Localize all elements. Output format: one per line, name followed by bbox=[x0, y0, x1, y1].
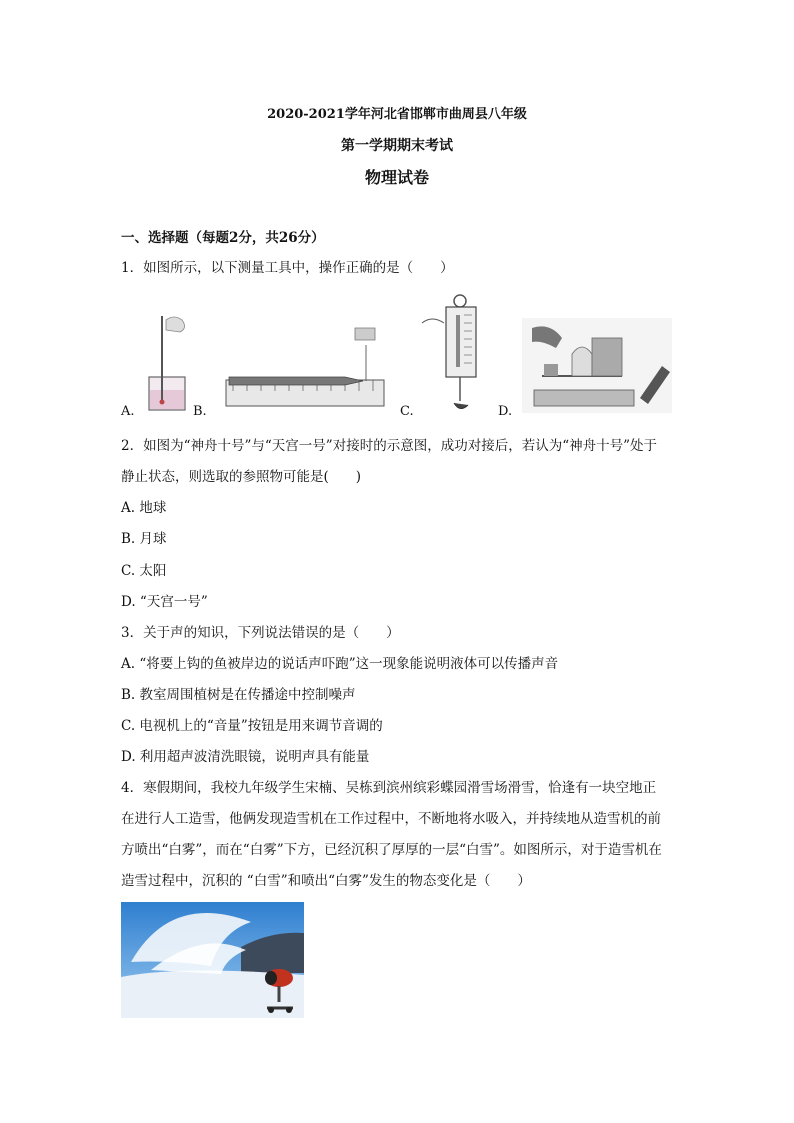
question-4-line4: 造雪过程中，沉积的 “白雪”和喷出“白雾”发生的物态变化是（ ） bbox=[121, 873, 531, 889]
figure-c-spring-scale bbox=[418, 293, 493, 418]
exam-title-line3: 物理试卷 bbox=[364, 168, 429, 187]
question-2-stem-line1: 2．如图为“神舟十号”与“天宫一号”对接时的示意图，成功对接后，若认为“神舟十号”处于 bbox=[121, 438, 657, 454]
figure-d-label: D. bbox=[498, 404, 513, 419]
figure-c-label: C. bbox=[400, 404, 414, 419]
question-2-stem-line2: 静止状态，则选取的参照物可能是( ) bbox=[121, 469, 362, 485]
question-2-option-d: D. “天宫一号” bbox=[121, 594, 208, 610]
figure-a-label: A. bbox=[121, 404, 135, 419]
question-3-option-c: C. 电视机上的“音量”按钮是用来调节音调的 bbox=[121, 718, 383, 734]
figure-d-balance bbox=[522, 318, 672, 413]
figure-b-label: B. bbox=[193, 404, 207, 419]
question-4-line1: 4．寒假期间，我校九年级学生宋楠、吴栋到滨州缤彩蝶园滑雪场滑雪，恰逢有一块空地正 bbox=[121, 780, 657, 796]
question-3-stem: 3．关于声的知识，下列说法错误的是（ ） bbox=[121, 625, 400, 641]
exam-title-line2: 第一学期期末考试 bbox=[341, 138, 453, 154]
question-4-line3: 方喷出“白雾”，而在“白雾”下方，已经沉积了厚厚的一层“白雪”。如图所示，对于造雪机在 bbox=[121, 842, 662, 858]
figure-a-thermometer-beaker bbox=[140, 312, 200, 412]
question-3-option-a: A. “将要上钩的鱼被岸边的说话声吓跑”这一现象能说明液体可以传播声音 bbox=[121, 656, 559, 672]
figure-b-ruler-pencil bbox=[225, 325, 390, 415]
question-3-option-b: B. 教室周围植树是在传播途中控制噪声 bbox=[121, 687, 356, 703]
question-2-option-b: B. 月球 bbox=[121, 531, 167, 547]
question-1-stem: 1．如图所示，以下测量工具中，操作正确的是（ ） bbox=[121, 260, 454, 276]
question-3-option-d: D. 利用超声波清洗眼镜，说明声具有能量 bbox=[121, 749, 370, 765]
snow-machine-photo bbox=[121, 902, 304, 1018]
section-heading: 一、选择题（每题2分，共26分） bbox=[121, 230, 325, 246]
exam-title-line1: 2020-2021学年河北省邯郸市曲周县八年级 bbox=[267, 107, 527, 122]
question-4-line2: 在进行人工造雪，他俩发现造雪机在工作过程中，不断地将水吸入，并持续地从造雪机的前 bbox=[121, 811, 661, 827]
question-2-option-a: A. 地球 bbox=[121, 500, 167, 516]
question-2-option-c: C. 太阳 bbox=[121, 563, 167, 579]
